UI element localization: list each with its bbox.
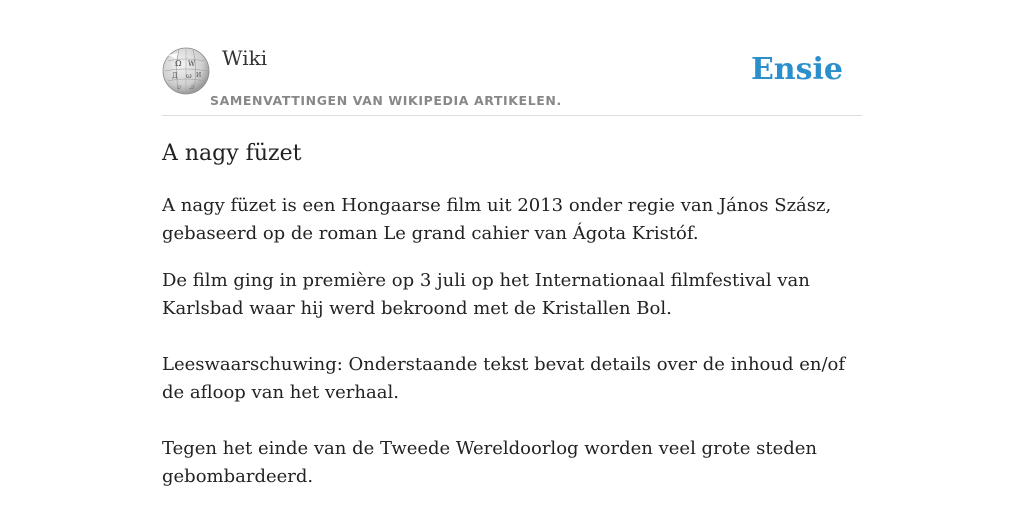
page (162, 0, 862, 512)
site-name[interactable]: Wiki (222, 46, 268, 70)
page-title: A nagy füzet (162, 141, 302, 166)
svg-text:Ω: Ω (175, 59, 182, 68)
article-body (162, 192, 862, 510)
spoiler-warning: Leeswaarschuwing: Onderstaande tekst bevat details over de inhoud en/of de afloop van het verhaal. (162, 354, 846, 403)
article-paragraph: De film ging in première op 3 juli op het Internationaal filmfestival van Karlsbad waar hij werd bekroond met de Kristallen Bol. (162, 270, 810, 319)
svg-text:ש: ש (177, 84, 182, 91)
svg-text:И: И (196, 72, 202, 79)
article-paragraph: Tegen het einde van de Tweede Wereldoorlog worden veel grote steden gebombardeerd. (162, 438, 818, 487)
svg-text:Д: Д (172, 72, 178, 80)
svg-text:W: W (188, 60, 196, 68)
brand-logo[interactable]: Ensie (750, 52, 843, 87)
site-header (162, 0, 862, 116)
wikipedia-globe-icon[interactable] (162, 47, 210, 95)
article-paragraph: A nagy füzet is een Hongaarse film uit 2013 onder regie van János Szász, gebaseerd op de roman Le grand cahier van Ágota Kristóf. (162, 195, 832, 244)
site-tagline: SAMENVATTINGEN VAN WIKIPEDIA ARTIKELEN. (210, 93, 562, 108)
svg-text:ω: ω (186, 72, 192, 80)
svg-text:ك: ك (189, 84, 194, 91)
